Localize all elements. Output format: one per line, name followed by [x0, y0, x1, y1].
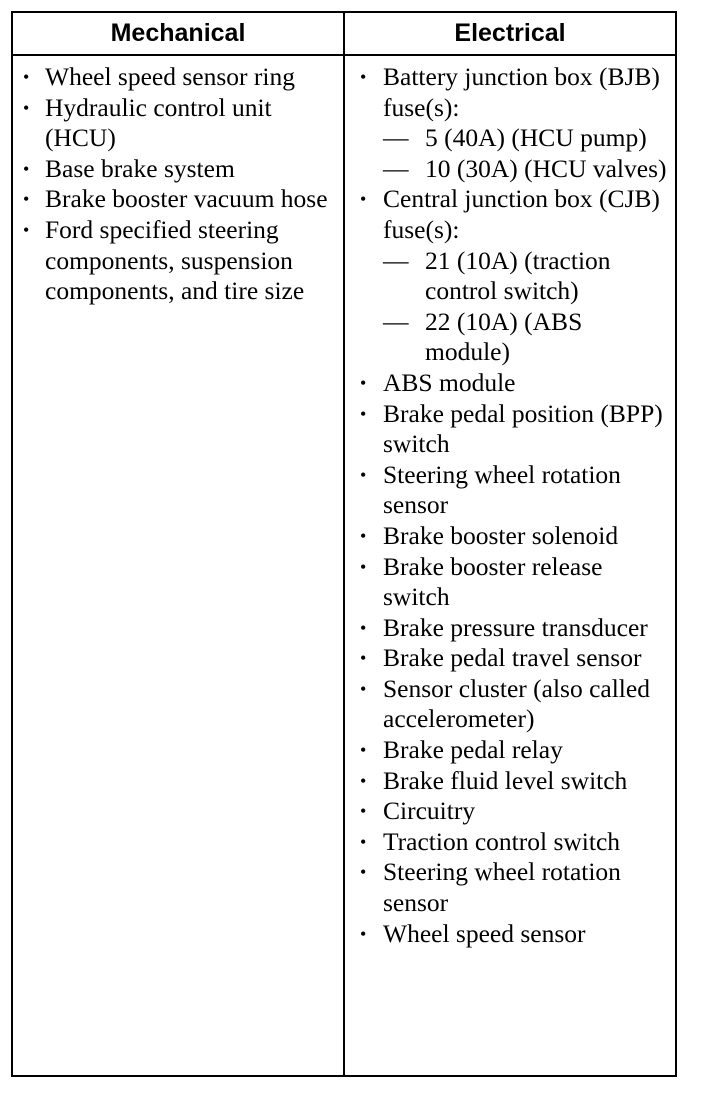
item-text: Wheel speed sensor ring: [45, 62, 295, 91]
electrical-list-item: [345, 674, 675, 735]
sub-item: [383, 246, 669, 307]
sub-item: [383, 123, 669, 154]
item-text: Hydraulic control unit (HCU): [45, 92, 272, 153]
item-text: Ford specified steering components, suspension components, and tire size: [45, 214, 305, 306]
dash-icon: —: [383, 123, 409, 153]
item-text: Sensor cluster (also called accelerometer): [383, 673, 650, 734]
item-text: Brake booster solenoid: [383, 520, 619, 550]
bullet-icon: •: [23, 219, 30, 240]
item-text: Brake pedal relay: [383, 735, 563, 765]
electrical-cell: [345, 56, 675, 1075]
mechanical-list-item: [13, 93, 343, 154]
bullet-icon: •: [23, 97, 30, 118]
sub-item-text: 22 (10A) (ABS module): [425, 306, 583, 367]
sub-item: [383, 307, 669, 368]
item-text: Brake pedal position (BPP) switch: [383, 398, 663, 459]
electrical-list: [345, 62, 675, 949]
electrical-list-item: [345, 184, 675, 368]
item-text: Brake booster release switch: [383, 551, 603, 612]
sub-item: [383, 154, 669, 185]
electrical-list-item: [345, 62, 675, 184]
sub-item-text: 10 (30A) (HCU valves): [425, 153, 667, 183]
electrical-list-item: [345, 735, 675, 766]
bullet-icon: •: [23, 158, 30, 179]
bullet-icon: •: [23, 189, 30, 210]
mechanical-list-item: [13, 215, 343, 307]
item-text: Base brake system: [45, 153, 235, 183]
bullet-icon: •: [23, 67, 30, 87]
bullet-icon: •: [360, 372, 367, 393]
bullet-icon: •: [360, 770, 367, 791]
bullet-icon: •: [360, 678, 367, 699]
bullet-icon: •: [360, 525, 367, 546]
dash-icon: —: [383, 245, 409, 275]
bullet-icon: •: [360, 617, 367, 638]
bullet-icon: •: [360, 831, 367, 852]
dash-icon: —: [383, 153, 409, 183]
electrical-list-item: [345, 857, 675, 918]
bullet-icon: •: [360, 648, 367, 669]
item-text: Brake pressure transducer: [383, 612, 648, 642]
electrical-list-item: [345, 643, 675, 674]
bullet-icon: •: [360, 556, 367, 577]
electrical-list-item: [345, 552, 675, 613]
item-text: Traction control switch: [383, 826, 621, 856]
item-text: Brake booster vacuum hose: [45, 184, 328, 214]
bullet-icon: •: [360, 403, 367, 424]
mechanical-list-item: [13, 62, 343, 93]
components-table: [11, 11, 677, 1077]
electrical-list-item: [345, 766, 675, 797]
bullet-icon: •: [360, 923, 367, 944]
header-electrical: Electrical: [454, 19, 566, 47]
bullet-icon: •: [360, 189, 367, 210]
mechanical-list-item: [13, 154, 343, 185]
electrical-list-item: [345, 460, 675, 521]
sub-item-text: 21 (10A) (traction control switch): [425, 245, 611, 306]
bullet-icon: •: [360, 801, 367, 822]
item-text: ABS module: [383, 367, 516, 397]
sub-item-text: 5 (40A) (HCU pump): [425, 123, 647, 153]
electrical-list-item: [345, 521, 675, 552]
bullet-icon: •: [360, 464, 367, 485]
electrical-list-item: [345, 399, 675, 460]
dash-icon: —: [383, 306, 409, 336]
bullet-icon: •: [360, 862, 367, 883]
electrical-list-item: [345, 827, 675, 858]
electrical-list-item: [345, 796, 675, 827]
mechanical-list-item: [13, 184, 343, 215]
item-text: Wheel speed sensor: [383, 918, 586, 948]
bullet-icon: •: [360, 740, 367, 761]
item-text: Steering wheel rotation sensor: [383, 459, 621, 520]
header-row: [13, 13, 675, 56]
body-row: [13, 56, 675, 1075]
item-text: Circuitry: [383, 796, 476, 826]
item-text: Battery junction box (BJB) fuse(s):: [383, 62, 660, 122]
mechanical-cell: [13, 56, 345, 1075]
electrical-list-item: [345, 613, 675, 644]
electrical-list-item: [345, 368, 675, 399]
item-text: Brake fluid level switch: [383, 765, 628, 795]
electrical-list-item: [345, 919, 675, 950]
header-mechanical: Mechanical: [13, 13, 345, 54]
item-text: Central junction box (CJB) fuse(s):: [383, 184, 660, 244]
mechanical-list: [13, 62, 343, 307]
item-text: Steering wheel rotation sensor: [383, 857, 621, 918]
bullet-icon: •: [360, 67, 367, 87]
item-text: Brake pedal travel sensor: [383, 643, 642, 673]
